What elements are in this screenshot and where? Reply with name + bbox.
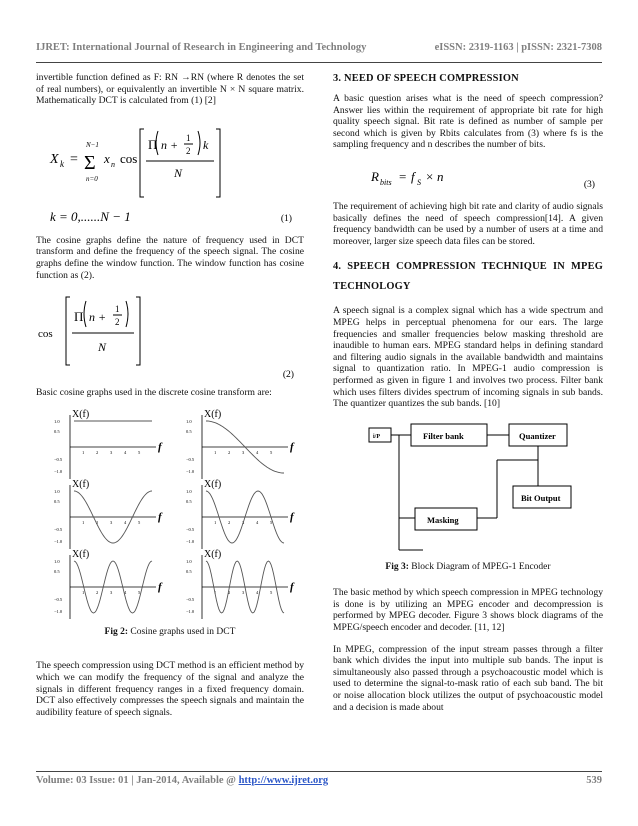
eq-term-sub: n (111, 159, 115, 169)
graph-tick-y: −1.0 (186, 608, 195, 614)
eq-sum-bot: n=0 (86, 174, 98, 183)
graph-tick-x: 3 (242, 519, 245, 525)
right-column (333, 72, 603, 723)
graph-axis-label: X(f) (72, 478, 90, 490)
graph-tick-y: −0.5 (186, 456, 195, 462)
graph-tick-x: 4 (124, 519, 127, 525)
svg-text:=: = (399, 168, 407, 184)
graph-tick-y: −0.5 (54, 526, 63, 532)
graph-freq-label: f (158, 510, 162, 523)
graph-tick-y: 1.0 (186, 558, 192, 564)
eq-number-1: (1) (280, 212, 292, 224)
header-rule (36, 62, 602, 63)
graph-tick-y: −0.5 (54, 456, 63, 462)
graph-tick-y: −1.0 (186, 538, 195, 544)
figure-3-caption: Fig 3: Block Diagram of MPEG-1 Encoder (385, 561, 551, 572)
graph-freq-label: f (290, 440, 294, 453)
graph-tick-x: 5 (138, 589, 141, 595)
section-heading: 3. NEED OF SPEECH COMPRESSION (333, 73, 519, 84)
graph-freq-label: f (290, 510, 294, 523)
paragraph: In MPEG, compression of the input stream passes through a filter bank which divides the input into multiple sub bands. The input is simultaneously also passed through a psychoacoustic model which is used to determine the signal-to-mask ratio of each sub band. The bit or noise allocation block utilizes the output of psychoacoustic model and a decision is made about (333, 643, 603, 713)
graph-tick-x: 1 (82, 589, 85, 595)
graph-tick-x: 5 (138, 449, 141, 455)
eq-sub: k (60, 158, 64, 169)
equation-2 (36, 291, 304, 383)
svg-text:i/P: i/P (373, 433, 380, 440)
graph-tick-y: −0.5 (186, 526, 195, 532)
eq-half-den: 2 (186, 145, 191, 156)
equation-2-svg (36, 291, 304, 383)
svg-text:S: S (417, 177, 421, 187)
graph-freq-label: f (158, 580, 162, 593)
graph-tick-x: 4 (124, 449, 127, 455)
page-number: 539 (586, 775, 602, 786)
graph-tick-x: 3 (110, 589, 113, 595)
graph-tick-y: −0.5 (54, 596, 63, 602)
graph-tick-x: 5 (270, 519, 273, 525)
graph-tick-x: 5 (270, 589, 273, 595)
graph-axis-label: X(f) (72, 408, 90, 420)
paragraph: The requirement of achieving high bit rate and clarity of audio signals basically defines the need of speech compression[14]. A given frequency bandwidth can be used by a number of users at a time and moreover, larger size speech data files can be stored. (333, 200, 603, 247)
graph-tick-y: 1.0 (54, 488, 60, 494)
graph-axis-label: X(f) (204, 548, 222, 560)
graph-tick-x: 2 (228, 519, 231, 525)
paragraph: Basic cosine graphs used in the discrete cosine transform are: (36, 387, 272, 399)
graph-tick-x: 3 (242, 589, 245, 595)
journal-link[interactable]: http://www.ijret.org (238, 775, 329, 786)
graph-tick-x: 4 (256, 449, 259, 455)
graph-freq-label: f (158, 440, 162, 453)
paragraph: invertible function defined as F: RN →RN (where R denotes the set of real numbers), or equivalently an invertible N × N square matrix. Mathematically DCT is calculated from (1) [2] (36, 72, 304, 107)
left-column (36, 72, 304, 728)
eq2-cos: cos (38, 328, 53, 341)
graph-tick-x: 1 (82, 449, 85, 455)
svg-text:Σ: Σ (84, 151, 96, 174)
eq2-n: n + (89, 310, 107, 325)
graph-tick-y: −1.0 (54, 608, 63, 614)
graph-tick-y: 1.0 (186, 418, 192, 424)
page-header (36, 36, 602, 58)
footer-text: Volume: 03 Issue: 01 | Jan-2014, Available @ http://www.ijret.org (36, 775, 329, 786)
equation-3 (333, 161, 603, 195)
eq2-N: N (98, 340, 107, 355)
paragraph: A speech signal is a complex signal which has a wide spectrum and MPEG helps in perceptual phenomena for our ears. The large frequencies and smaller frequencies below masking threshold are inaudible to human ears. MPEG standard helps in defining standard and filtering audio signals in the available bandwidth and maintains signal to quantization ratio. In MPEG-1 audio compression is performed as given in figure 1 and involves two process. Filter bank which uses filters divides spectrum of incoming signals in sub bands. The quantizer quantizes the sub bands. [10] (333, 305, 603, 410)
graph-tick-x: 1 (214, 519, 217, 525)
paragraph: The cosine graphs define the nature of frequency used in DCT transform and define the frequency of the speech signal. The cosine graphs define the window function. The window function has cosine function as (2). (36, 234, 304, 281)
graph-tick-y: 0.5 (54, 498, 60, 504)
graph-axis-label: X(f) (72, 548, 90, 560)
graph-axis-label: X(f) (204, 408, 222, 420)
cosine-graphs-svg (36, 409, 304, 621)
graph-tick-y: 1.0 (186, 488, 192, 494)
graph-tick-y: −1.0 (54, 538, 63, 544)
svg-text:Masking: Masking (427, 514, 459, 525)
eq-number-3: (3) (583, 178, 595, 190)
graph-tick-x: 4 (124, 589, 127, 595)
svg-text:=: = (70, 151, 78, 167)
svg-text:Quantizer: Quantizer (519, 430, 556, 441)
graph-tick-x: 2 (228, 589, 231, 595)
graph-tick-y: 1.0 (54, 418, 60, 424)
eq-cos: cos (120, 150, 138, 166)
graph-tick-y: −0.5 (186, 596, 195, 602)
eq-lhs: X (50, 151, 59, 167)
graph-freq-label: f (290, 580, 294, 593)
footer-rule (36, 771, 602, 772)
svg-text:n: n (437, 168, 444, 184)
eq-den: N (174, 165, 183, 180)
graph-tick-x: 1 (82, 519, 85, 525)
eq-term: x (104, 150, 110, 166)
eq-half-num: 1 (186, 132, 191, 143)
eq-sum-top: N−1 (86, 140, 99, 149)
svg-text:R: R (371, 168, 379, 184)
figure-3 (333, 420, 603, 560)
graph-tick-x: 2 (228, 449, 231, 455)
graph-axis-label: X(f) (204, 478, 222, 490)
graph-tick-y: 0.5 (186, 568, 192, 574)
equation-1-svg (36, 117, 304, 229)
svg-text:×: × (426, 168, 434, 184)
eq-nplus: n + (161, 137, 179, 152)
graph-tick-x: 5 (138, 519, 141, 525)
graph-tick-x: 4 (256, 519, 259, 525)
graph-tick-x: 3 (110, 449, 113, 455)
svg-text:Bit Output: Bit Output (521, 492, 561, 503)
eq2-num: 1 (115, 304, 120, 315)
graph-tick-y: −1.0 (186, 468, 195, 474)
equation-3-svg (333, 161, 603, 195)
paragraph: The speech compression using DCT method is an efficient method by which we can modify the frequency of the signal and analyze the signals in different frequency ranges in a fixed frequency domain. DCT also effectively compresses the speech signals and maintain the audibility feature of speech signals. (36, 660, 304, 718)
graph-tick-x: 1 (214, 449, 217, 455)
graph-tick-x: 2 (96, 589, 99, 595)
figure-2-caption: Fig 2: Cosine graphs used in DCT (104, 626, 236, 637)
mpeg-block-diagram (333, 420, 603, 560)
graph-tick-x: 2 (96, 449, 99, 455)
section-heading: 4. SPEECH COMPRESSION TECHNIQUE IN MPEG TECHNOLOGY (333, 261, 603, 293)
graph-tick-y: 0.5 (186, 498, 192, 504)
eq2-pi: Π (74, 309, 84, 325)
graph-tick-y: 0.5 (186, 428, 192, 434)
issn: eISSN: 2319-1163 | pISSN: 2321-7308 (434, 41, 602, 53)
graph-tick-x: 2 (96, 519, 99, 525)
graph-tick-y: 0.5 (54, 568, 60, 574)
eq-range: k = 0,......N − 1 (50, 208, 131, 224)
figure-2 (36, 409, 304, 621)
paragraph: A basic question arises what is the need of speech compression? Answer lies within the requirement of appropriate bit rate for high quality speech signal. Bit rate is defined as number of sample per second which is given by Rbits calculates from (3) where fs is the sampling frequency and n describes the number of bits. (333, 93, 603, 151)
graph-tick-y: 0.5 (54, 428, 60, 434)
eq-number-2: (2) (282, 369, 294, 381)
page-footer (36, 775, 602, 786)
eq2-den: 2 (115, 317, 120, 328)
eq-pi: Π (148, 136, 158, 152)
eq-k: k (203, 137, 209, 152)
graph-tick-y: 1.0 (54, 558, 60, 564)
graph-tick-x: 1 (214, 589, 217, 595)
equation-1 (36, 117, 304, 229)
graph-tick-x: 4 (256, 589, 259, 595)
svg-text:bits: bits (380, 177, 392, 187)
svg-text:f: f (411, 168, 415, 184)
graph-tick-x: 5 (270, 449, 273, 455)
graph-tick-x: 3 (242, 449, 245, 455)
graph-tick-x: 3 (110, 519, 113, 525)
journal-title: IJRET: International Journal of Research in Engineering and Technology (36, 41, 367, 53)
paragraph: The basic method by which speech compression in MPEG technology is done is by utilizing an MPEG encoder and decompression is performed by MPEG decoder. Figure 3 shows block diagrams of the MPEG/speech encoder and decoder. [11, 12] (333, 587, 603, 634)
svg-text:Filter bank: Filter bank (423, 430, 464, 441)
graph-tick-y: −1.0 (54, 468, 63, 474)
